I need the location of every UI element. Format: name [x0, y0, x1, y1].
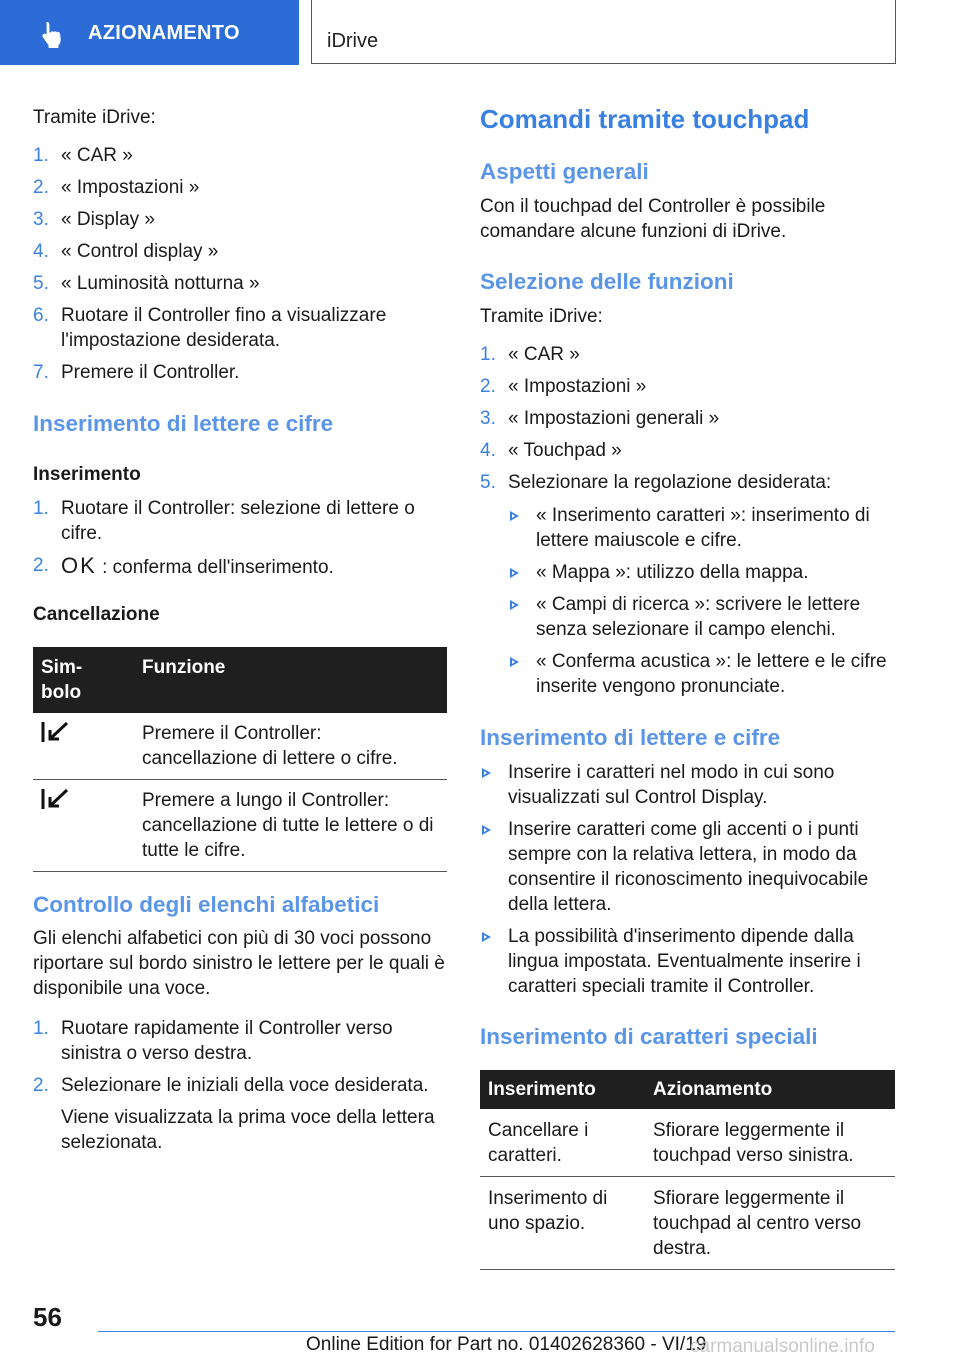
table-row: Inserimento di uno spazio. Sfiorare leggermente il touchpad al centro verso destra.	[480, 1177, 895, 1270]
alpha-note: Viene visualizzata la prima voce della lettera selezionata.	[61, 1107, 435, 1153]
list-item: 2 . « Impostazioni »	[480, 374, 895, 399]
list-item: 1 . « CAR »	[33, 143, 447, 168]
sub-heading: Inserimento	[33, 464, 141, 485]
chapter-header	[311, 0, 896, 64]
list-item: 3 . « Impostazioni generali »	[480, 406, 895, 431]
list-item: « Campi di ricerca »: scrivere le lettere senza selezionare il campo elenchi.	[508, 592, 895, 642]
list-item: « Inserimento caratteri »: inserimento di lettere maiuscole e cifre.	[508, 503, 895, 553]
list-item: 2 . Selezionare le iniziali della voce desiderata.	[33, 1073, 447, 1098]
section-heading: Inserimento di lettere e cifre	[480, 725, 781, 750]
list-item: 1 . Ruotare il Controller: selezione di lettere o cifre.	[33, 496, 447, 546]
list-item: 6 . Ruotare il Controller fino a visualizzare l'impostazione desiderata.	[33, 303, 447, 353]
alpha-text: Gli elenchi alfabetici con più di 30 voci possono riportare sul bordo sinistro le lettere per le quali è disponibile una voce.	[33, 928, 445, 999]
table-header: Sim- bolo	[33, 647, 134, 713]
table-header: Azionamento	[645, 1070, 895, 1109]
select-bullets	[508, 503, 895, 699]
intro-text: Tramite iDrive:	[33, 107, 156, 128]
list-item: « Conferma acustica »: le lettere e le cifre inserite vengono pronunciate.	[508, 649, 895, 699]
watermark: carmanualsonline.info	[690, 1336, 875, 1357]
section-label: AZIONAMENTO	[88, 22, 240, 44]
list-item: 3 . « Display »	[33, 207, 447, 232]
footer-divider	[98, 1331, 895, 1332]
idrive-steps	[33, 143, 447, 385]
list-item: 5 . « Luminosità notturna »	[33, 271, 447, 296]
list-item: 5 . Selezionare la regolazione desiderata:	[480, 470, 895, 495]
main-heading: Comandi tramite touchpad	[480, 104, 810, 134]
table-header: Funzione	[134, 647, 447, 713]
select-intro: Tramite iDrive:	[480, 306, 603, 327]
delete-back-icon	[41, 721, 71, 743]
section-heading: Inserimento di lettere e cifre	[33, 411, 334, 436]
input-bullets	[480, 760, 895, 999]
chapter-title: iDrive	[327, 30, 379, 52]
table-row: Premere il Controller: cancellazione di lettere o cifre.	[33, 713, 447, 780]
section-heading: Controllo degli elenchi alfabetici	[33, 892, 380, 917]
table-row: Premere a lungo il Controller: cancellazione di tutte le lettere o di tutte le cifre.	[33, 780, 447, 872]
alpha-steps	[33, 1016, 447, 1098]
page-number: 56	[33, 1302, 62, 1332]
table-row: Cancellare i caratteri. Sfiorare leggermente il touchpad verso sinistra.	[480, 1109, 895, 1177]
list-item: 4 . « Touchpad »	[480, 438, 895, 463]
list-item: 4 . « Control display »	[33, 239, 447, 264]
list-item: 2 . OK : conferma dell'inserimento.	[33, 553, 447, 580]
list-item: 7 . Premere il Controller.	[33, 360, 447, 385]
list-item: 1 . Ruotare rapidamente il Controller verso sinistra o verso destra.	[33, 1016, 447, 1066]
list-item: « Mappa »: utilizzo della mappa.	[508, 560, 895, 585]
special-chars-table	[480, 1070, 895, 1270]
delete-back-icon	[41, 788, 71, 810]
cancel-table	[33, 647, 447, 872]
section-heading: Aspetti generali	[480, 159, 649, 184]
list-item: La possibilità d'inserimento dipende dalla lingua impostata. Eventualmente inserire i caratteri speciali tramite il Controller.	[480, 924, 895, 999]
select-steps	[480, 342, 895, 495]
general-text: Con il touchpad del Controller è possibile comandare alcune funzioni di iDrive.	[480, 196, 826, 242]
list-item: Inserire caratteri come gli accenti o i punti sempre con la relativa lettera, in modo da consentire il riconoscimento inequivocabile della lettera.	[480, 817, 895, 917]
section-heading: Inserimento di caratteri speciali	[480, 1024, 818, 1049]
edition-text: Online Edition for Part no. 01402628360 - VI/19	[306, 1334, 707, 1355]
input-steps	[33, 496, 447, 580]
ok-icon: OK	[61, 553, 97, 578]
sub-heading: Cancellazione	[33, 604, 160, 625]
section-heading: Selezione delle funzioni	[480, 269, 734, 294]
hand-touch-icon	[36, 18, 68, 50]
table-header: Inserimento	[480, 1070, 645, 1109]
section-tab	[0, 0, 299, 65]
list-item: 2 . « Impostazioni »	[33, 175, 447, 200]
list-item: Inserire i caratteri nel modo in cui sono visualizzati sul Control Display.	[480, 760, 895, 810]
list-item: 1 . « CAR »	[480, 342, 895, 367]
